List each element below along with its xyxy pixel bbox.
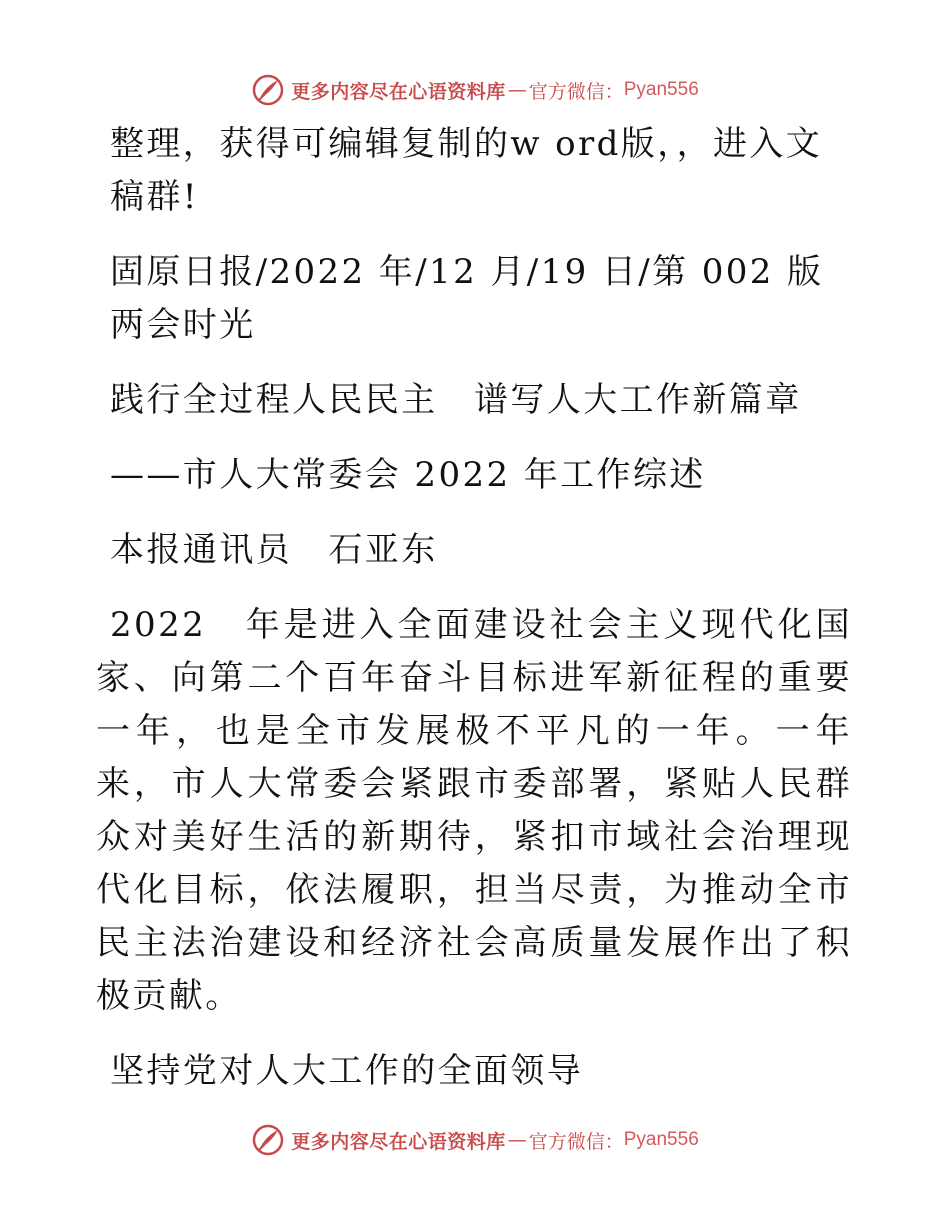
quill-logo-icon	[251, 73, 285, 107]
banner-wechat-id: Pyan556	[623, 1129, 699, 1150]
body-paragraph: 2022 年是进入全面建设社会主义现代化国家、向第二个百年奋斗目标进军新征程的重要一年，也是全市发展极不平凡的一年。一年来，市人大常委会紧跟市委部署，紧贴人民群众对美好生活的新期待，紧扣市域社会治理现代化目标，依法履职，担当尽责，为推动全市民主法治建设和经济社会高质量发展作出了积极贡献。	[96, 605, 852, 1016]
intro-note: 整理，获得可编辑复制的w ord版，，进入文稿群!	[110, 124, 823, 217]
banner-wechat-label: 官方微信：	[528, 80, 624, 103]
banner-wechat-id: Pyan556	[623, 79, 699, 100]
footer-watermark-banner	[0, 1122, 950, 1158]
banner-text: 更多内容尽在心语资料库	[291, 80, 506, 103]
banner-separator: —	[507, 79, 527, 101]
quill-logo-icon	[251, 1123, 285, 1157]
article-title: 践行全过程人民民主 谱写人大工作新篇章	[110, 380, 802, 420]
document-body	[96, 118, 852, 1120]
section-heading: 坚持党对人大工作的全面领导	[110, 1051, 584, 1091]
header-watermark-banner	[0, 72, 950, 108]
banner-separator: —	[507, 1129, 527, 1151]
byline: 本报通讯员 石亚东	[110, 530, 438, 570]
banner-wechat-label: 官方微信：	[528, 1130, 624, 1153]
source-line: 固原日报/2022 年/12 月/19 日/第 002 版两会时光	[110, 252, 824, 345]
article-subtitle: ——市人大常委会 2022 年工作综述	[110, 455, 706, 495]
banner-text: 更多内容尽在心语资料库	[291, 1130, 506, 1153]
